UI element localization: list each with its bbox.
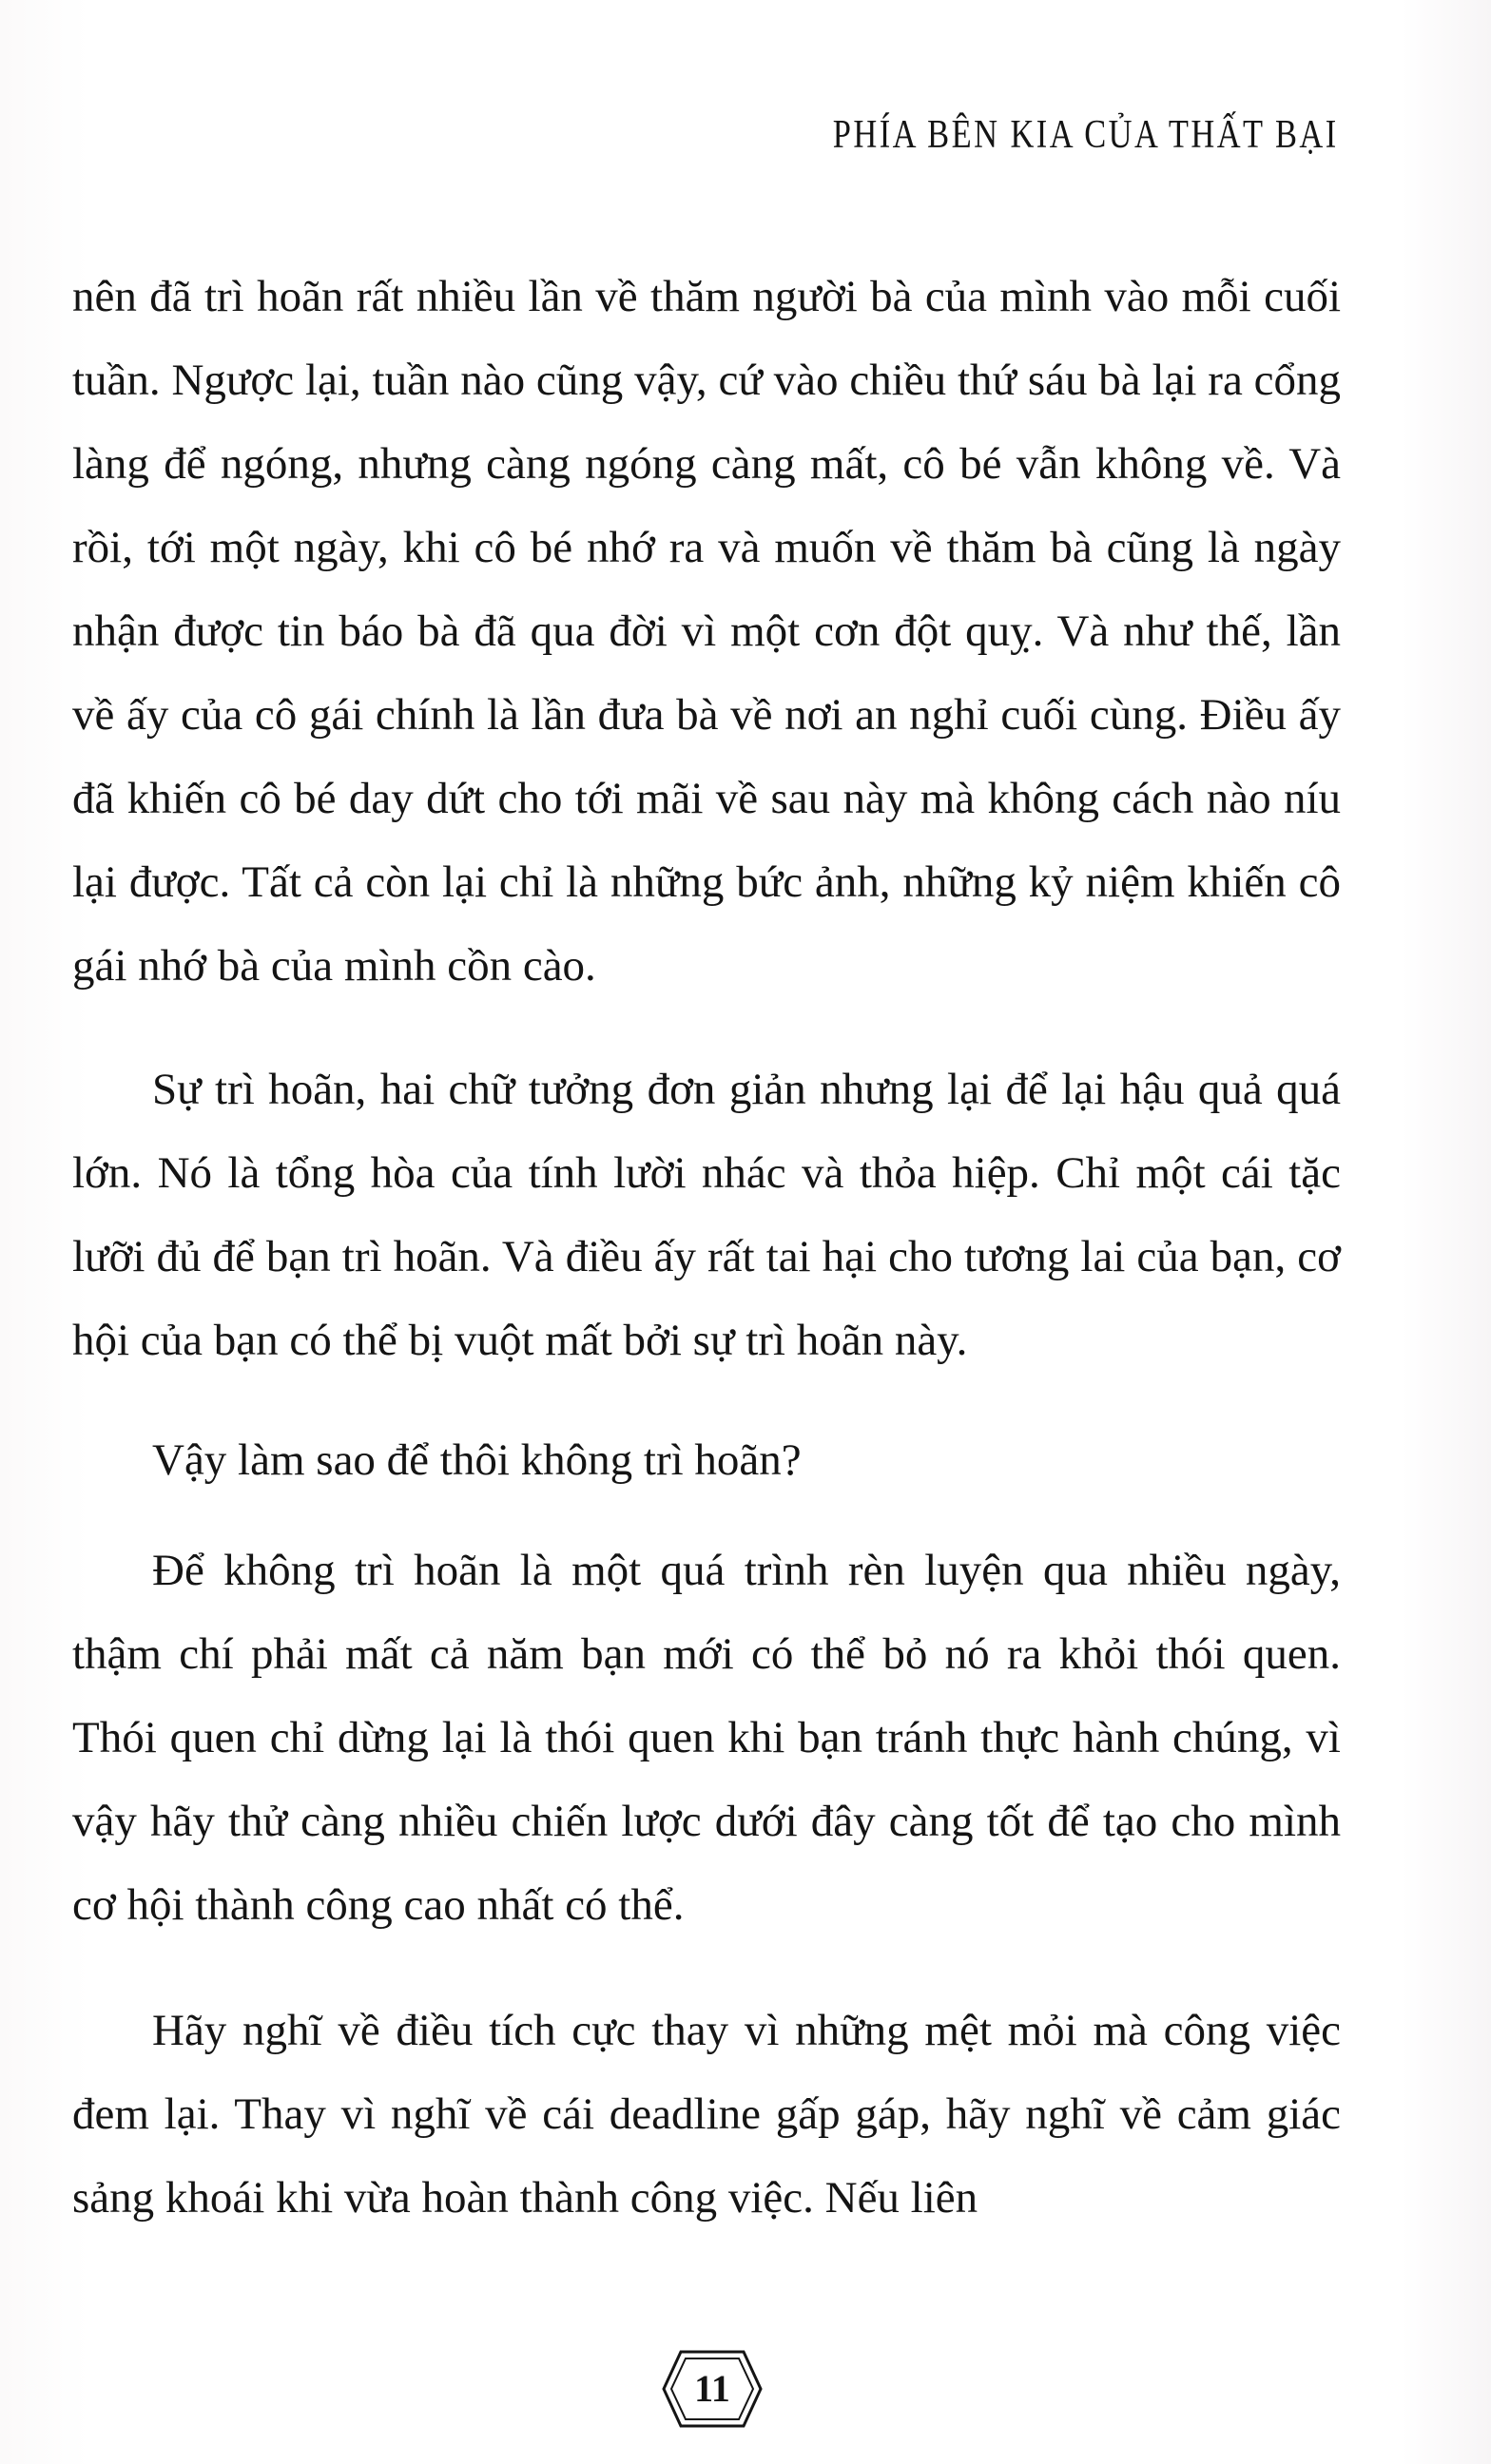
paragraph-5: Hãy nghĩ về điều tích cực thay vì những mệt mỏi mà công việc đem lại. Thay vì nghĩ về cái deadline gấp gáp, hãy nghĩ về cảm giác sảng khoái khi vừa hoàn thành công việc. Nếu liên (72, 2006, 1341, 2223)
page-number-badge (660, 2348, 765, 2430)
running-header-title: PHÍA BÊN KIA CỦA THẤT BẠI (833, 113, 1339, 157)
paragraph-4: Để không trì hoãn là một quá trình rèn luyện qua nhiều ngày, thậm chí phải mất cả năm bạn mới có thể bỏ nó ra khỏi thói quen. Thói quen chỉ dừng lại là thói quen khi bạn tránh thực hành chúng, vì vậy hãy thử càng nhiều chiến lược dưới đây càng tốt để tạo cho mình cơ hội thành công cao nhất có thể. (72, 1546, 1341, 1930)
page-number: 11 (694, 2367, 730, 2410)
paragraph-1: nên đã trì hoãn rất nhiều lần về thăm người bà của mình vào mỗi cuối tuần. Ngược lại, tuần nào cũng vậy, cứ vào chiều thứ sáu bà lại ra cổng làng để ngóng, nhưng càng ngóng càng mất, cô bé vẫn không về. Và rồi, tới một ngày, khi cô bé nhớ ra và muốn về thăm bà cũng là ngày nhận được tin báo bà đã qua đời vì một cơn đột quỵ. Và như thế, lần về ấy của cô gái chính là lần đưa bà về nơi an nghỉ cuối cùng. Điều ấy đã khiến cô bé day dứt cho tới mãi về sau này mà không cách nào níu lại được. Tất cả còn lại chỉ là những bức ảnh, những kỷ niệm khiến cô gái nhớ bà của mình cồn cào. (72, 272, 1341, 991)
paragraph-2: Sự trì hoãn, hai chữ tưởng đơn giản nhưng lại để lại hậu quả quá lớn. Nó là tổng hòa của tính lười nhác và thỏa hiệp. Chỉ một cái tặc lưỡi đủ để bạn trì hoãn. Và điều ấy rất tai hại cho tương lai của bạn, cơ hội của bạn có thể bị vuột mất bởi sự trì hoãn này. (72, 1065, 1341, 1365)
paragraph-3: Vậy làm sao để thôi không trì hoãn? (152, 1435, 802, 1485)
body-text (72, 255, 1341, 2240)
